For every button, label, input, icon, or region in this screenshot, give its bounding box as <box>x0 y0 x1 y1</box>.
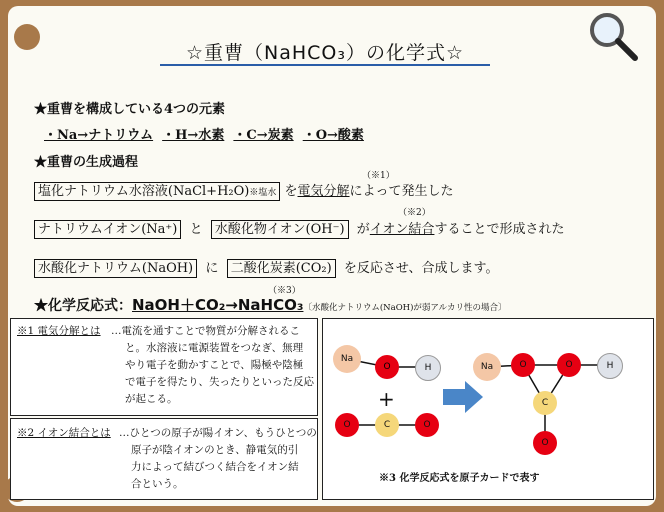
note1-line: と。水溶液に電源装置をつなぎ、無理 <box>125 342 304 354</box>
nacl-solution-box <box>34 182 280 201</box>
oxygen-atom: O <box>511 353 535 377</box>
note1-line: が起こる。 <box>125 393 178 405</box>
sodium-atom: Na <box>333 345 361 373</box>
co2-box: 二酸化炭素(CO₂) <box>227 259 336 278</box>
note2-line: 力によって結びつく結合をイオン結 <box>131 461 299 473</box>
note2-panel <box>10 418 318 500</box>
element-item: ・C→炭素 <box>233 128 294 143</box>
sodium-ion-box: ナトリウムイオン(Na⁺) <box>34 220 181 239</box>
text: と <box>189 222 203 237</box>
carbon-atom: C <box>533 391 557 415</box>
note2-term-label: ※2 イオン結合とは <box>17 427 111 439</box>
carbon-atom: C <box>375 413 399 437</box>
title-underline <box>160 64 490 66</box>
hydrogen-atom: H <box>415 355 441 381</box>
note-mark-2: （※2） <box>398 208 431 218</box>
process-heading: ★重曹の生成過程 <box>34 155 139 170</box>
plus-sign: + <box>378 387 395 411</box>
page-title: ☆重曹（NaHCO₃）の化学式☆ <box>185 42 465 64</box>
text: によって発生した <box>349 184 454 199</box>
element-item: ・H→水素 <box>162 128 225 143</box>
elements-list <box>44 124 364 143</box>
note1-term <box>17 323 101 340</box>
note1-term-label: ※1 電気分解とは <box>17 325 101 337</box>
oxygen-atom: O <box>415 413 439 437</box>
note1-line: やり電子を動かすことで、陽極や陰極 <box>125 359 304 371</box>
note2-term <box>17 425 111 442</box>
text: に <box>205 261 219 276</box>
naoh-box: 水酸化ナトリウム(NaOH) <box>34 259 197 278</box>
nacl-solution-label: 塩化ナトリウム水溶液(NaCl+H₂O) <box>38 184 250 199</box>
chemical-equation: NaOH＋CO₂→NaHCO₃ <box>132 296 304 314</box>
oxygen-atom: O <box>533 431 557 455</box>
elements-heading: ★重曹を構成している4つの元素 <box>34 102 226 117</box>
oxygen-atom: O <box>335 413 359 437</box>
text: を <box>284 184 298 199</box>
text: が <box>356 222 370 237</box>
diagram-panel <box>322 318 654 500</box>
formula-line <box>34 294 507 315</box>
sodium-atom: Na <box>473 353 501 381</box>
note-mark-1: （※1） <box>362 171 395 181</box>
corner-hole <box>14 24 40 50</box>
note2-line: …ひとつの原子が陽イオン、もうひとつの <box>119 427 317 439</box>
process-line-2 <box>34 218 564 237</box>
note2-line: 原子が陰イオンのとき、静電気的引 <box>131 444 299 456</box>
arrow-right-icon <box>443 381 483 413</box>
note1-line: で電子を得たり、失ったりといった反応 <box>125 376 314 388</box>
hydroxide-ion-box: 水酸化物イオン(OH⁻) <box>211 220 349 239</box>
note1-panel <box>10 318 318 416</box>
process-line-1 <box>34 180 454 199</box>
salt-water-note: ※塩水 <box>249 188 277 198</box>
magnifier-icon <box>585 8 641 64</box>
oxygen-atom: O <box>375 355 399 379</box>
process-line-3 <box>34 257 499 276</box>
element-item: ・Na→ナトリウム <box>44 128 154 143</box>
oxygen-atom: O <box>557 353 581 377</box>
note1-line: …電流を通すことで物質が分解されるこ <box>111 325 300 337</box>
diagram-caption: ※3 化学反応式を原子カードで表す <box>379 473 540 484</box>
text: を反応させ、合成します。 <box>343 261 499 276</box>
formula-label: ★化学反応式： <box>34 298 132 314</box>
ionic-bond-term: イオン結合 <box>369 222 435 237</box>
text: することで形成された <box>434 222 565 237</box>
element-item: ・O→酸素 <box>302 128 364 143</box>
electrolysis-term: 電気分解 <box>297 184 350 199</box>
note-mark-3: （※3） <box>268 286 301 296</box>
note2-line: 合という。 <box>131 478 184 490</box>
hydrogen-atom: H <box>597 353 623 379</box>
formula-note: 〔水酸化ナトリウム(NaOH)が弱アルカリ性の場合〕 <box>303 303 507 313</box>
